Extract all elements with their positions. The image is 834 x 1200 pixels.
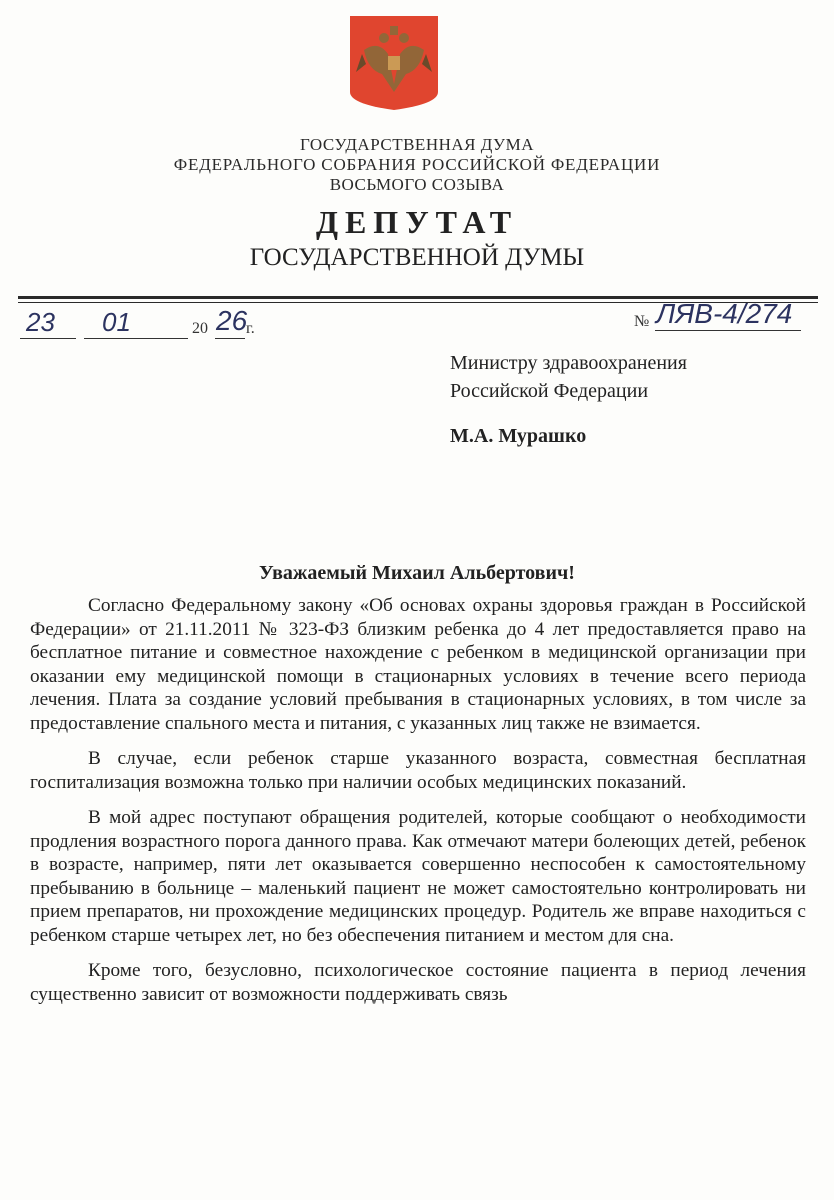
addressee-block [450,349,687,405]
salutation: Уважаемый Михаил Альбертович! [259,562,575,584]
reference-number-underline [655,330,801,331]
date-day: 23 [26,307,55,337]
date-year-underline [215,338,245,339]
addressee-name: М.А. Мурашко [450,425,587,447]
addressee-position-line2: Российской Федерации [450,380,649,402]
date-day-underline [20,338,76,339]
reference-number: ЛЯВ-4/274 [656,298,793,329]
body-paragraph-2: В случае, если ребенок старше указанного возраста, совместная бесплатная госпитализация возможна только при наличии особых медицинских показаний. [30,748,806,793]
date-year-prefix: 20 [192,320,208,337]
body-paragraph-1: Согласно Федеральному закону «Об основах охраны здоровья граждан в Российской Федерации» от 21.11.2011 № 323-ФЗ близким ребенка до 4 лет предоставляется право на бесплатное питание и совместное нахождение с ребенком в медицинской организации при оказании ему медицинской помощи в стационарных условиях в течение всего периода лечения. Плата за создание условий пребывания в стационарных условиях, в том числе за предоставление спального места и питания, с указанных лиц также не взимается. [30,595,806,734]
reference-number-sign: № [634,313,650,330]
date-year-mark: г. [246,320,255,337]
header-line-convocation: ВОСЬМОГО СОЗЫВА [329,175,505,194]
date-month-underline [84,338,188,339]
date-month: 01 [102,307,131,337]
document-title-deputy: ДЕПУТАТ [315,204,519,240]
body-paragraph-3: В мой адрес поступают обращения родителей, которые сообщают о необходимости продления возрастного порога данного права. Как отмечают матери болеющих детей, ребенок в возрасте, например, пяти лет оказывается совершенно неспособен к самостоятельному пребыванию в больнице – маленький пациент не может самостоятельно контролировать ни прием препаратов, ни прохождение медицинских процедур. Родитель же вправе находиться с ребенком старше четырех лет, но без обеспечения питанием и местом для сна. [30,807,806,946]
document-subtitle-duma: ГОСУДАРСТВЕННОЙ ДУМЫ [249,244,585,271]
header-line-federal-assembly: ФЕДЕРАЛЬНОГО СОБРАНИЯ РОССИЙСКОЙ ФЕДЕРАЦИИ [173,155,661,174]
header-line-state-duma: ГОСУДАРСТВЕННАЯ ДУМА [300,135,534,154]
coat-of-arms-emblem [348,14,440,112]
date-field [20,305,300,345]
addressee-position-line1: Министру здравоохранения [450,352,687,374]
date-year-suffix: 26 [216,305,248,336]
letter-body [30,594,806,1018]
body-paragraph-4: Кроме того, безусловно, психологическое состояние пациента в период лечения существенно зависит от возможности поддерживать связь [30,960,806,1005]
